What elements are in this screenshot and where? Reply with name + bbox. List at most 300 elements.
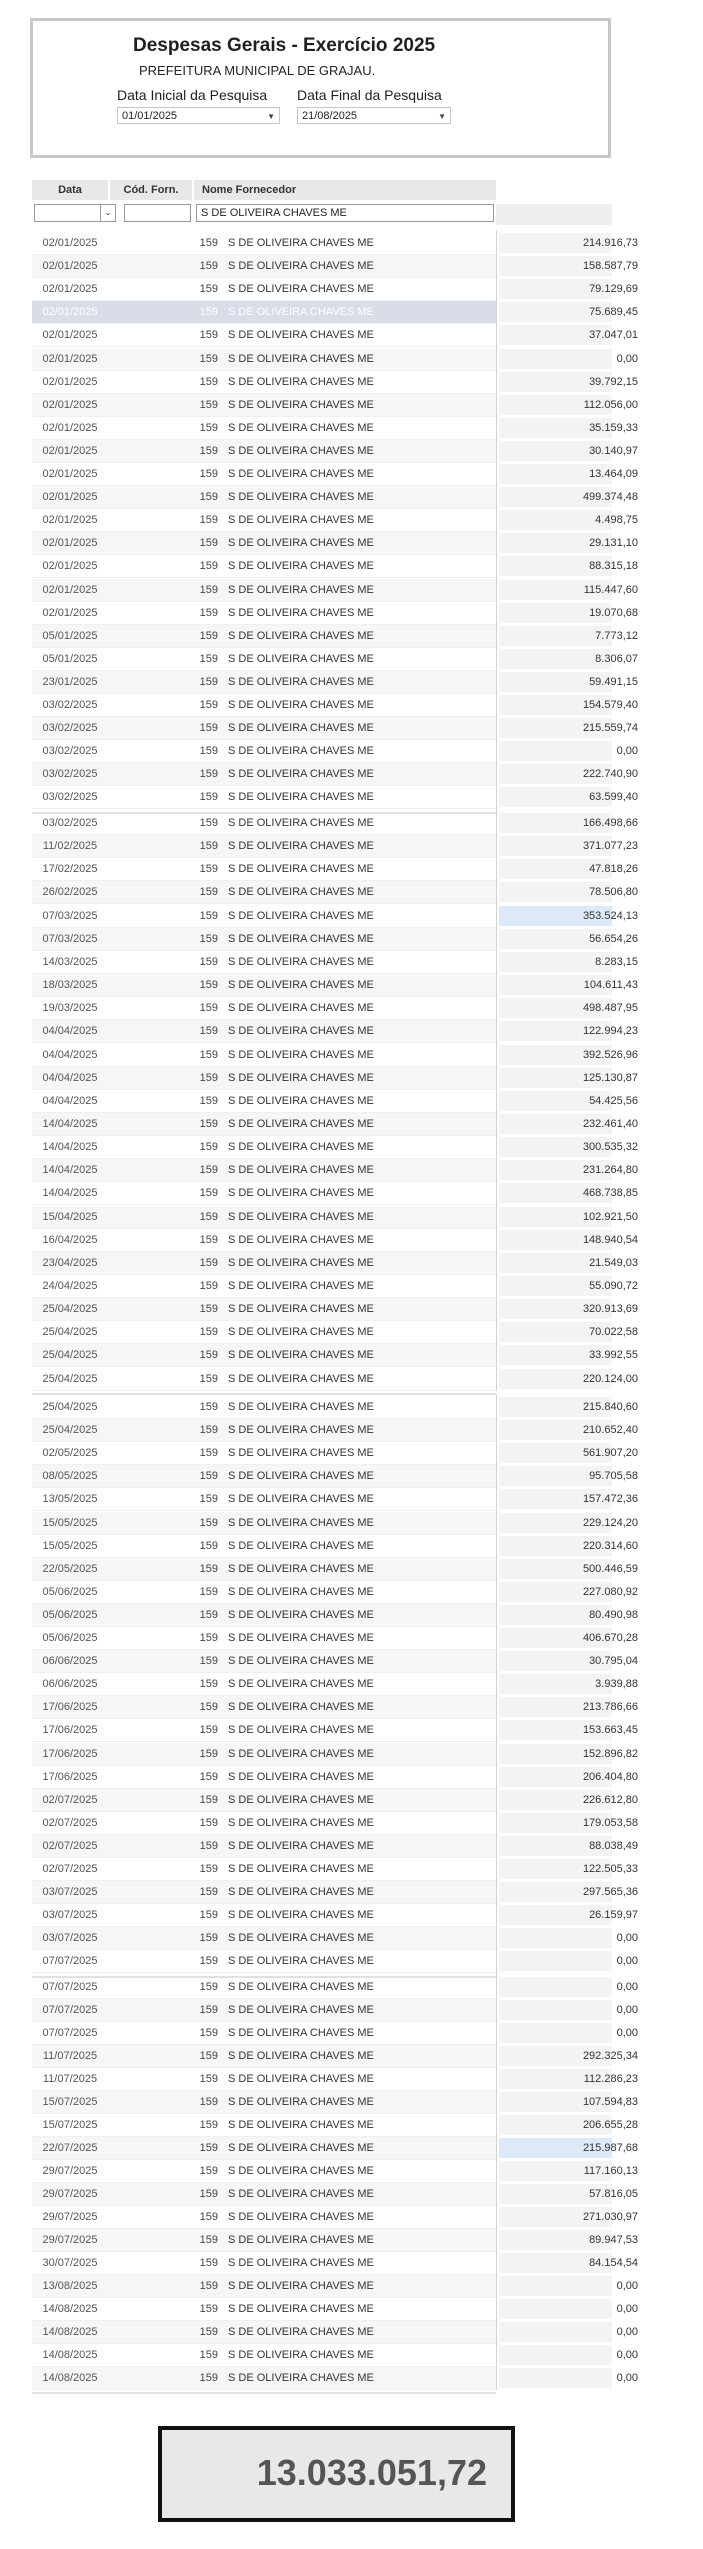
row-supplier-code: 159	[199, 1955, 218, 1967]
row-value: 80.490,98	[589, 1609, 638, 1621]
row-supplier-name: S DE OLIVEIRA CHAVES ME	[228, 1164, 374, 1176]
table-row[interactable]	[32, 532, 638, 555]
row-date: 05/06/2025	[42, 1632, 98, 1644]
table-row[interactable]	[32, 1743, 638, 1766]
row-value: 0,00	[616, 2372, 638, 2384]
row-date: 02/01/2025	[42, 584, 98, 596]
table-row[interactable]	[32, 1812, 638, 1835]
row-supplier-code: 159	[199, 1863, 218, 1875]
row-date: 25/04/2025	[42, 1326, 98, 1338]
row-date: 14/04/2025	[42, 1141, 98, 1153]
column-header-nome[interactable]: Nome Fornecedor	[194, 180, 496, 200]
row-date: 03/02/2025	[42, 768, 98, 780]
table-row[interactable]	[32, 2367, 638, 2390]
table-row[interactable]	[32, 2229, 638, 2252]
table-row[interactable]	[32, 2321, 638, 2344]
table-border	[496, 810, 497, 1391]
row-value: 112.056,00	[583, 399, 638, 411]
row-supplier-code: 159	[199, 1002, 218, 1014]
table-row[interactable]	[32, 278, 638, 301]
table-row[interactable]	[32, 371, 638, 394]
row-supplier-name: S DE OLIVEIRA CHAVES ME	[228, 1211, 374, 1223]
row-separator	[32, 577, 496, 578]
table-row[interactable]	[32, 1136, 638, 1159]
row-supplier-name: S DE OLIVEIRA CHAVES ME	[228, 791, 374, 803]
row-separator	[32, 1741, 496, 1742]
row-supplier-name: S DE OLIVEIRA CHAVES ME	[228, 1517, 374, 1529]
table-row[interactable]	[32, 2160, 638, 2183]
row-supplier-name: S DE OLIVEIRA CHAVES ME	[228, 237, 374, 249]
row-supplier-name: S DE OLIVEIRA CHAVES ME	[228, 2211, 374, 2223]
row-value: 107.594,83	[582, 2096, 638, 2108]
row-date: 02/01/2025	[42, 353, 98, 365]
row-date: 03/02/2025	[42, 699, 98, 711]
row-value: 4.498,75	[595, 514, 638, 526]
row-date: 05/01/2025	[42, 630, 98, 642]
table-row[interactable]	[32, 812, 638, 835]
row-date: 23/01/2025	[42, 676, 98, 688]
table-row[interactable]	[32, 2137, 638, 2160]
row-date: 03/02/2025	[42, 817, 98, 829]
table-row[interactable]	[32, 579, 638, 602]
table-row[interactable]	[32, 1206, 638, 1229]
row-value: 0,00	[616, 353, 638, 365]
row-supplier-code: 159	[199, 1909, 218, 1921]
row-date: 29/07/2025	[42, 2211, 98, 2223]
row-value: 215.559,74	[582, 722, 638, 734]
row-date: 07/03/2025	[42, 910, 98, 922]
row-date: 25/04/2025	[42, 1424, 98, 1436]
table-row[interactable]	[32, 324, 638, 347]
row-value: 220.314,60	[582, 1540, 638, 1552]
row-value: 320.913,69	[582, 1303, 638, 1315]
table-row[interactable]	[32, 1976, 638, 1999]
value-column-header-area	[496, 204, 612, 225]
end-date-label: Data Final da Pesquisa	[297, 87, 442, 103]
table-row[interactable]	[32, 717, 638, 740]
row-value: 7.773,12	[595, 630, 638, 642]
section-divider	[32, 1393, 496, 1395]
row-value: 231.264,80	[582, 1164, 638, 1176]
table-row[interactable]	[32, 1229, 638, 1252]
row-date: 02/01/2025	[42, 260, 98, 272]
table-row[interactable]	[32, 1419, 638, 1442]
row-supplier-code: 159	[199, 1349, 218, 1361]
table-row[interactable]	[32, 928, 638, 951]
table-row[interactable]	[32, 232, 638, 255]
row-value: 206.404,80	[582, 1771, 638, 1783]
table-row[interactable]	[32, 1252, 638, 1275]
row-value: 499.374,48	[582, 491, 638, 503]
table-row[interactable]	[32, 763, 638, 786]
row-supplier-code: 159	[199, 1794, 218, 1806]
table-row[interactable]	[32, 625, 638, 648]
row-date: 19/03/2025	[42, 1002, 98, 1014]
row-value: 63.599,40	[589, 791, 638, 803]
row-supplier-code: 159	[199, 353, 218, 365]
table-row[interactable]	[32, 997, 638, 1020]
row-date: 02/01/2025	[42, 237, 98, 249]
row-date: 22/05/2025	[42, 1563, 98, 1575]
table-row[interactable]	[32, 1442, 638, 1465]
start-date-dropdown[interactable]	[117, 107, 280, 124]
row-supplier-code: 159	[199, 1840, 218, 1852]
row-supplier-code: 159	[199, 468, 218, 480]
table-row[interactable]	[32, 858, 638, 881]
table-row[interactable]	[32, 1581, 638, 1604]
table-row[interactable]	[32, 2344, 638, 2367]
row-value: 30.140,97	[589, 445, 638, 457]
row-supplier-name: S DE OLIVEIRA CHAVES ME	[228, 1470, 374, 1482]
table-row[interactable]	[32, 1927, 638, 1950]
row-value: 78.506,80	[589, 886, 638, 898]
table-row[interactable]	[32, 1298, 638, 1321]
chevron-down-icon: ⌄	[100, 205, 115, 221]
table-row[interactable]	[32, 2275, 638, 2298]
row-separator	[32, 903, 496, 904]
table-row[interactable]	[32, 348, 638, 371]
row-supplier-name: S DE OLIVEIRA CHAVES ME	[228, 491, 374, 503]
row-supplier-name: S DE OLIVEIRA CHAVES ME	[228, 560, 374, 572]
row-date: 02/01/2025	[42, 399, 98, 411]
row-supplier-code: 159	[199, 2142, 218, 2154]
row-supplier-code: 159	[199, 768, 218, 780]
table-row[interactable]	[32, 1835, 638, 1858]
table-row[interactable]	[32, 694, 638, 717]
table-row[interactable]	[32, 1858, 638, 1881]
row-separator	[32, 346, 496, 347]
row-value: 37.047,01	[589, 329, 638, 341]
row-value: 59.491,15	[589, 676, 638, 688]
table-row[interactable]	[32, 394, 638, 417]
table-row[interactable]	[32, 1020, 638, 1043]
row-value: 158.587,79	[582, 260, 638, 272]
row-value: 88.038,49	[589, 1840, 638, 1852]
row-supplier-name: S DE OLIVEIRA CHAVES ME	[228, 514, 374, 526]
row-value: 206.655,28	[582, 2119, 638, 2131]
row-value: 292.325,34	[582, 2050, 638, 2062]
row-value: 56.654,26	[589, 933, 638, 945]
row-supplier-name: S DE OLIVEIRA CHAVES ME	[228, 1586, 374, 1598]
row-supplier-name: S DE OLIVEIRA CHAVES ME	[228, 2372, 374, 2384]
row-value: 210.652,40	[582, 1424, 638, 1436]
row-supplier-code: 159	[199, 933, 218, 945]
row-date: 04/04/2025	[42, 1095, 98, 1107]
row-date: 07/07/2025	[42, 2004, 98, 2016]
row-date: 17/06/2025	[42, 1771, 98, 1783]
row-date: 16/04/2025	[42, 1234, 98, 1246]
start-date-value: 01/01/2025	[122, 110, 178, 122]
row-supplier-code: 159	[199, 1025, 218, 1037]
row-supplier-name: S DE OLIVEIRA CHAVES ME	[228, 2257, 374, 2269]
row-value: 19.070,68	[589, 607, 638, 619]
table-border	[496, 1394, 497, 1974]
row-supplier-code: 159	[199, 1932, 218, 1944]
cod-filter-input[interactable]	[124, 204, 191, 222]
row-separator	[32, 1972, 496, 1973]
row-value: 157.472,36	[582, 1493, 638, 1505]
row-date: 02/01/2025	[42, 422, 98, 434]
table-row[interactable]	[32, 740, 638, 763]
row-value: 0,00	[616, 745, 638, 757]
row-value: 214.916,73	[582, 237, 638, 249]
row-value: 232.461,40	[582, 1118, 638, 1130]
row-date: 03/07/2025	[42, 1909, 98, 1921]
table-row[interactable]	[32, 1535, 638, 1558]
row-supplier-code: 159	[199, 910, 218, 922]
row-supplier-name: S DE OLIVEIRA CHAVES ME	[228, 353, 374, 365]
row-value: 468.738,85	[582, 1187, 638, 1199]
row-date: 02/01/2025	[42, 306, 98, 318]
row-date: 29/07/2025	[42, 2188, 98, 2200]
row-value: 122.994,23	[582, 1025, 638, 1037]
row-date: 14/08/2025	[42, 2303, 98, 2315]
row-supplier-name: S DE OLIVEIRA CHAVES ME	[228, 2096, 374, 2108]
row-date: 25/04/2025	[42, 1349, 98, 1361]
table-row[interactable]	[32, 486, 638, 509]
row-supplier-name: S DE OLIVEIRA CHAVES ME	[228, 910, 374, 922]
row-separator	[32, 1204, 496, 1205]
table-row[interactable]	[32, 2068, 638, 2091]
section-divider	[32, 2392, 496, 2394]
table-row[interactable]	[32, 786, 638, 809]
table-row[interactable]	[32, 2114, 638, 2137]
row-supplier-name: S DE OLIVEIRA CHAVES ME	[228, 1326, 374, 1338]
table-row[interactable]	[32, 1789, 638, 1812]
row-value: 125.130,87	[582, 1072, 638, 1084]
row-supplier-name: S DE OLIVEIRA CHAVES ME	[228, 1234, 374, 1246]
row-supplier-code: 159	[199, 1655, 218, 1667]
table-row[interactable]	[32, 2022, 638, 2045]
table-row[interactable]	[32, 2183, 638, 2206]
row-supplier-name: S DE OLIVEIRA CHAVES ME	[228, 399, 374, 411]
table-row[interactable]	[32, 1275, 638, 1298]
row-value: 0,00	[616, 2280, 638, 2292]
row-supplier-name: S DE OLIVEIRA CHAVES ME	[228, 2050, 374, 2062]
row-date: 29/07/2025	[42, 2234, 98, 2246]
table-row[interactable]	[32, 1396, 638, 1419]
row-date: 02/07/2025	[42, 1794, 98, 1806]
table-row[interactable]	[32, 1368, 638, 1391]
row-value: 84.154,54	[589, 2257, 638, 2269]
table-row[interactable]	[32, 602, 638, 625]
row-separator	[32, 1042, 496, 1043]
row-value: 0,00	[616, 2349, 638, 2361]
row-supplier-name: S DE OLIVEIRA CHAVES ME	[228, 2073, 374, 2085]
row-supplier-code: 159	[199, 1280, 218, 1292]
row-date: 11/02/2025	[42, 840, 98, 852]
table-row[interactable]	[32, 1650, 638, 1673]
row-supplier-name: S DE OLIVEIRA CHAVES ME	[228, 2326, 374, 2338]
table-row[interactable]	[32, 881, 638, 904]
row-value: 226.612,80	[582, 1794, 638, 1806]
table-row[interactable]	[32, 974, 638, 997]
table-row[interactable]	[32, 1512, 638, 1535]
row-supplier-name: S DE OLIVEIRA CHAVES ME	[228, 1257, 374, 1269]
end-date-dropdown[interactable]	[297, 107, 451, 124]
row-date: 07/07/2025	[42, 2027, 98, 2039]
row-value: 271.030,97	[582, 2211, 638, 2223]
table-row[interactable]	[32, 1182, 638, 1205]
row-date: 26/02/2025	[42, 886, 98, 898]
row-date: 02/05/2025	[42, 1447, 98, 1459]
table-row[interactable]	[32, 509, 638, 532]
table-row[interactable]	[32, 255, 638, 278]
table-row[interactable]	[32, 1904, 638, 1927]
row-supplier-name: S DE OLIVEIRA CHAVES ME	[228, 1280, 374, 1292]
row-supplier-code: 159	[199, 1187, 218, 1199]
table-row[interactable]	[32, 2298, 638, 2321]
row-supplier-name: S DE OLIVEIRA CHAVES ME	[228, 1072, 374, 1084]
table-row[interactable]	[32, 1673, 638, 1696]
row-supplier-code: 159	[199, 676, 218, 688]
row-supplier-code: 159	[199, 1424, 218, 1436]
row-supplier-code: 159	[199, 791, 218, 803]
table-row[interactable]	[32, 905, 638, 928]
row-supplier-name: S DE OLIVEIRA CHAVES ME	[228, 2142, 374, 2154]
row-supplier-name: S DE OLIVEIRA CHAVES ME	[228, 2303, 374, 2315]
row-date: 13/05/2025	[42, 1493, 98, 1505]
table-row[interactable]	[32, 555, 638, 578]
row-date: 17/06/2025	[42, 1748, 98, 1760]
row-supplier-code: 159	[199, 560, 218, 572]
table-row[interactable]	[32, 301, 638, 324]
row-date: 07/07/2025	[42, 1955, 98, 1967]
table-row[interactable]	[32, 1113, 638, 1136]
row-date: 02/07/2025	[42, 1840, 98, 1852]
table-row[interactable]	[32, 1159, 638, 1182]
table-row[interactable]	[32, 1950, 638, 1973]
row-date: 25/04/2025	[42, 1303, 98, 1315]
row-value: 500.446,59	[582, 1563, 638, 1575]
row-value: 154.579,40	[582, 699, 638, 711]
row-supplier-name: S DE OLIVEIRA CHAVES ME	[228, 1932, 374, 1944]
table-row[interactable]	[32, 417, 638, 440]
row-date: 15/07/2025	[42, 2096, 98, 2108]
row-supplier-name: S DE OLIVEIRA CHAVES ME	[228, 2119, 374, 2131]
column-header-cod[interactable]: Cód. Forn.	[110, 180, 192, 200]
row-supplier-name: S DE OLIVEIRA CHAVES ME	[228, 1025, 374, 1037]
table-row[interactable]	[32, 1696, 638, 1719]
table-row[interactable]	[32, 2206, 638, 2229]
row-separator	[32, 1390, 496, 1391]
row-value: 35.159,33	[589, 422, 638, 434]
table-row[interactable]	[32, 835, 638, 858]
table-row[interactable]	[32, 440, 638, 463]
row-value: 166.498,66	[582, 817, 638, 829]
row-supplier-name: S DE OLIVEIRA CHAVES ME	[228, 607, 374, 619]
column-header-data[interactable]: Data	[32, 180, 108, 200]
row-supplier-code: 159	[199, 1470, 218, 1482]
row-date: 03/02/2025	[42, 722, 98, 734]
row-supplier-name: S DE OLIVEIRA CHAVES ME	[228, 2188, 374, 2200]
table-row[interactable]	[32, 671, 638, 694]
row-date: 15/07/2025	[42, 2119, 98, 2131]
table-row[interactable]	[32, 1321, 638, 1344]
row-supplier-name: S DE OLIVEIRA CHAVES ME	[228, 376, 374, 388]
row-value: 8.306,07	[595, 653, 638, 665]
row-supplier-code: 159	[199, 1701, 218, 1713]
row-date: 05/06/2025	[42, 1586, 98, 1598]
row-supplier-code: 159	[199, 2280, 218, 2292]
table-row[interactable]	[32, 1465, 638, 1488]
row-date: 02/07/2025	[42, 1817, 98, 1829]
row-date: 06/06/2025	[42, 1655, 98, 1667]
row-supplier-name: S DE OLIVEIRA CHAVES ME	[228, 1840, 374, 1852]
table-row[interactable]	[32, 648, 638, 671]
row-supplier-name: S DE OLIVEIRA CHAVES ME	[228, 2027, 374, 2039]
row-value: 115.447,60	[583, 584, 638, 596]
row-value: 13.464,09	[589, 468, 638, 480]
data-filter-dropdown[interactable]	[34, 204, 116, 222]
end-date-value: 21/08/2025	[302, 110, 358, 122]
row-value: 300.535,32	[582, 1141, 638, 1153]
row-date: 13/08/2025	[42, 2280, 98, 2292]
row-supplier-code: 159	[199, 956, 218, 968]
row-supplier-code: 159	[199, 283, 218, 295]
table-row[interactable]	[32, 1090, 638, 1113]
table-row[interactable]	[32, 1604, 638, 1627]
row-value: 70.022,58	[589, 1326, 638, 1338]
table-row[interactable]	[32, 1067, 638, 1090]
row-date: 03/07/2025	[42, 1886, 98, 1898]
table-row[interactable]	[32, 1627, 638, 1650]
row-supplier-name: S DE OLIVEIRA CHAVES ME	[228, 840, 374, 852]
table-row[interactable]	[32, 1719, 638, 1742]
table-row[interactable]	[32, 2091, 638, 2114]
row-value: 47.818,26	[589, 863, 638, 875]
row-date: 02/01/2025	[42, 491, 98, 503]
row-value: 112.286,23	[583, 2073, 638, 2085]
row-supplier-code: 159	[199, 1563, 218, 1575]
table-row[interactable]	[32, 1999, 638, 2022]
row-value: 26.159,97	[589, 1909, 638, 1921]
table-row[interactable]	[32, 1344, 638, 1367]
row-value: 8.283,15	[595, 956, 638, 968]
row-value: 75.689,45	[589, 306, 638, 318]
table-row[interactable]	[32, 1881, 638, 1904]
row-date: 24/04/2025	[42, 1280, 98, 1292]
table-row[interactable]	[32, 1044, 638, 1067]
row-supplier-code: 159	[199, 1724, 218, 1736]
row-supplier-code: 159	[199, 2234, 218, 2246]
table-row[interactable]	[32, 951, 638, 974]
row-supplier-code: 159	[199, 376, 218, 388]
table-row[interactable]	[32, 463, 638, 486]
table-row[interactable]	[32, 1488, 638, 1511]
row-value: 297.565,36	[582, 1886, 638, 1898]
row-date: 11/07/2025	[42, 2050, 98, 2062]
row-date: 23/04/2025	[42, 1257, 98, 1269]
row-supplier-code: 159	[199, 1678, 218, 1690]
table-row[interactable]	[32, 1766, 638, 1789]
row-supplier-name: S DE OLIVEIRA CHAVES ME	[228, 1655, 374, 1667]
table-row[interactable]	[32, 2045, 638, 2068]
table-row[interactable]	[32, 1558, 638, 1581]
row-value: 122.505,33	[582, 1863, 638, 1875]
nome-filter-input[interactable]: S DE OLIVEIRA CHAVES ME	[196, 204, 494, 222]
row-date: 18/03/2025	[42, 979, 98, 991]
table-row[interactable]	[32, 2252, 638, 2275]
row-date: 25/04/2025	[42, 1373, 98, 1385]
row-value: 406.670,28	[582, 1632, 638, 1644]
row-supplier-code: 159	[199, 422, 218, 434]
row-value: 561.907,20	[582, 1447, 638, 1459]
row-date: 22/07/2025	[42, 2142, 98, 2154]
row-date: 14/08/2025	[42, 2326, 98, 2338]
row-supplier-code: 159	[199, 817, 218, 829]
row-supplier-name: S DE OLIVEIRA CHAVES ME	[228, 2004, 374, 2016]
